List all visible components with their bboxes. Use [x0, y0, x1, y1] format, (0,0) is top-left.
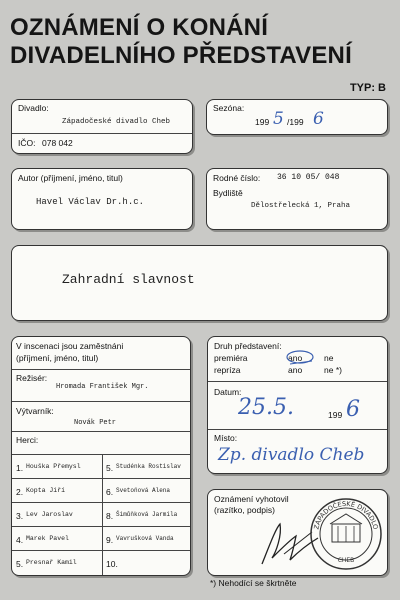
place-label: Místo: [214, 433, 238, 443]
performance-divider-2 [208, 429, 387, 430]
staff-box [11, 336, 191, 576]
theatre-box [11, 99, 193, 154]
staff-label-1: V inscenaci jsou zaměstnáni [16, 341, 124, 351]
address-label: Bydliště [213, 188, 243, 198]
stamp-top-text: ZÁPADOČESKÉ DIVADLO [312, 499, 380, 531]
actor-number: 8. [106, 511, 114, 521]
actor-number: 9. [106, 535, 114, 545]
title-line-1: OZNÁMENÍ O KONÁNÍ [10, 14, 269, 41]
title-line-2: DIVADELNÍHO PŘEDSTAVENÍ [10, 42, 352, 69]
stamp-seal [308, 496, 384, 572]
repeat-label: repríza [214, 365, 241, 375]
theatre-label: Divadlo: [18, 103, 49, 113]
season-label: Sezóna: [213, 103, 245, 113]
season-separator: /199 [287, 117, 304, 127]
theatre-value: Západočeské divadlo Cheb [62, 118, 171, 126]
date-hand: 25.5. [238, 395, 294, 420]
actor-number: 10. [106, 559, 118, 569]
date-label: Datum: [214, 387, 242, 397]
form-title [10, 14, 352, 70]
director-value: Hromada František Mgr. [56, 383, 149, 391]
actor-name: Lev Jaroslav [26, 511, 73, 518]
designer-label: Výtvarník: [16, 406, 54, 416]
actor-number: 3. [16, 511, 24, 521]
play-title-box [11, 245, 388, 321]
repeat-yes: ano [288, 365, 303, 375]
notice-label-1: Oznámení vyhotovil [214, 494, 289, 504]
season-hand-2: 6 [313, 109, 324, 129]
svg-text:ZÁPADOČESKÉ DIVADLO [312, 499, 379, 530]
actor-name: Šimůňková Jarmila [116, 511, 178, 518]
place-hand: Zp. divadlo Cheb [218, 445, 365, 465]
season-box [206, 99, 388, 135]
actor-number: 6. [106, 487, 114, 497]
actor-name: Presnař Kamil [26, 559, 77, 566]
designer-value: Novák Petr [74, 419, 117, 427]
date-year-hand: 6 [346, 397, 360, 422]
actor-name: Studénka Rostislav [116, 463, 181, 470]
staff-divider-3 [12, 431, 190, 432]
actor-name: Vavrušková Vanda [116, 535, 174, 542]
premiere-circle-mark [208, 337, 387, 387]
actor-number: 5. [106, 463, 114, 473]
actor-name: Svetoňová Alena [116, 487, 171, 494]
birth-address-box [206, 168, 388, 230]
author-value: Havel Václav Dr.h.c. [36, 197, 145, 207]
staff-label-2: (příjmení, jméno, titul) [16, 353, 99, 363]
actor-number: 5. [16, 559, 24, 569]
premiere-label: premiéra [214, 353, 248, 363]
season-prefix: 199 [255, 117, 270, 127]
birth-number-value: 36 10 05/ 048 [277, 173, 340, 182]
notice-box [207, 489, 388, 576]
premiere-yes: ano [288, 353, 303, 363]
stamp-bottom-text: CHEB [337, 557, 355, 564]
play-title-value: Zahradní slavnost [62, 272, 195, 287]
birth-number-label: Rodné číslo: [213, 173, 261, 183]
performance-kind-label: Druh představení: [214, 341, 282, 351]
season-hand-1: 5 [273, 109, 284, 129]
theatre-divider [12, 133, 192, 134]
actor-name: Houška Přemysl [26, 463, 81, 470]
ico-value: 078 042 [42, 138, 73, 148]
actors-label: Herci: [16, 435, 39, 445]
actor-name: Marek Pavel [26, 535, 69, 542]
actor-number: 2. [16, 487, 24, 497]
performance-divider-1 [208, 381, 387, 382]
footnote: *) Nehodící se škrtněte [210, 578, 297, 588]
staff-divider-2 [12, 401, 190, 402]
repeat-no: ne *) [324, 365, 342, 375]
date-year-prefix: 199 [328, 410, 343, 420]
actor-number: 1. [16, 463, 24, 473]
actor-number: 4. [16, 535, 24, 545]
actor-name: Kopta Jiří [26, 487, 66, 494]
author-label: Autor (příjmení, jméno, titul) [18, 173, 123, 183]
notice-label-2: (razítko, podpis) [214, 505, 275, 515]
staff-divider-1 [12, 369, 190, 370]
form-type: TYP: B [349, 82, 386, 94]
ico-label: IČO: [18, 138, 36, 148]
address-value: Dělostřelecká 1, Praha [251, 202, 351, 210]
author-box [11, 168, 193, 230]
director-label: Režisér: [16, 373, 48, 383]
premiere-no: ne [324, 353, 334, 363]
performance-box [207, 336, 388, 474]
